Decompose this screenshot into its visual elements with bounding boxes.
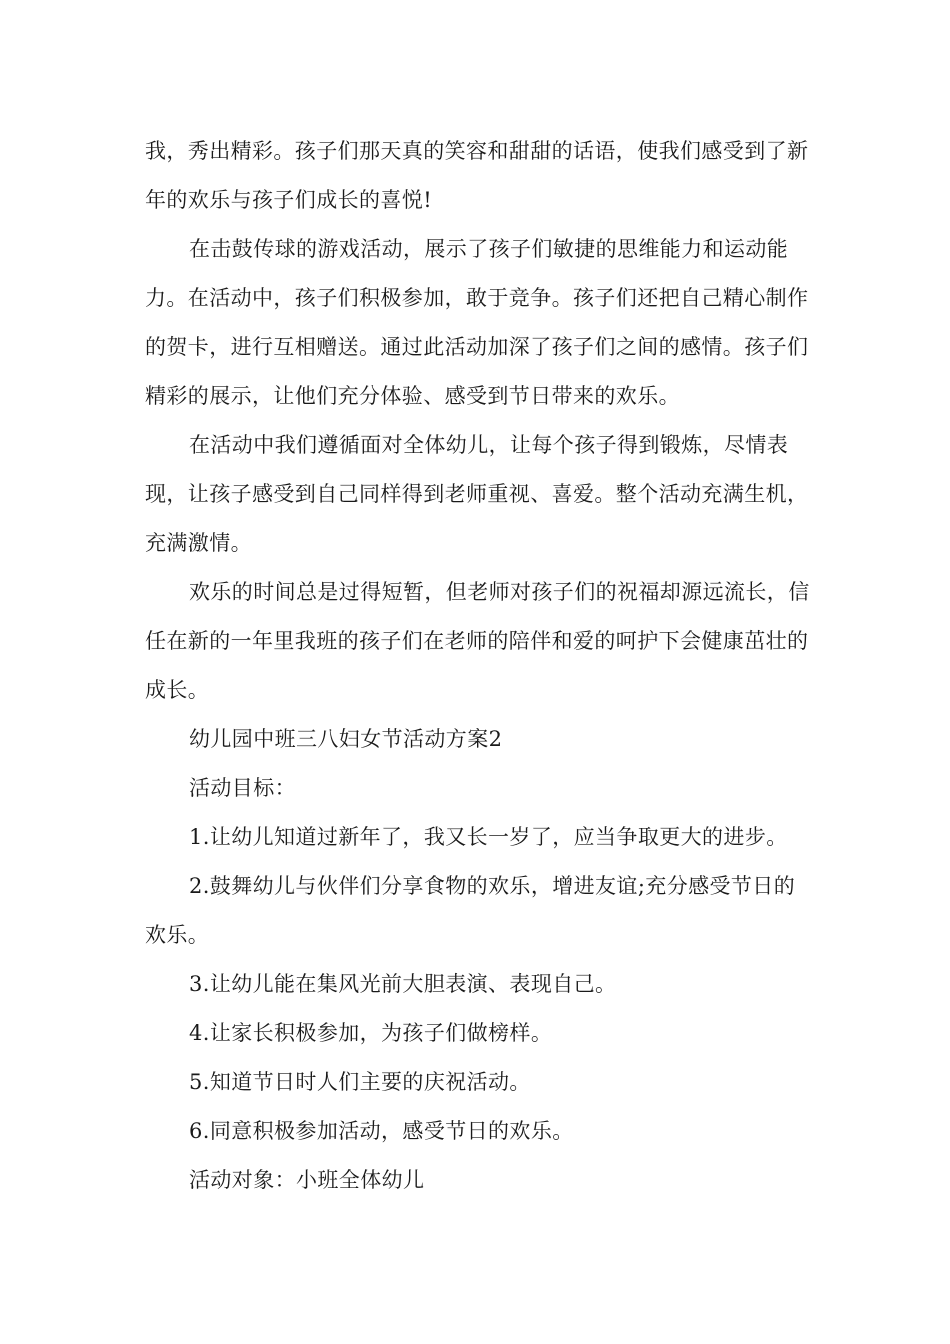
paragraph-continuation: 我，秀出精彩。孩子们那天真的笑容和甜甜的话语，使我们感受到了新年的欢乐与孩子们成长的喜悦!: [145, 139, 809, 212]
target-audience: 活动对象：小班全体幼儿: [189, 1168, 425, 1192]
paragraph-drum-game: 在击鼓传球的游戏活动，展示了孩子们敏捷的思维能力和运动能力。在活动中，孩子们积极参加，敢于竞争。孩子们还把自己精心制作的贺卡，进行互相赠送。通过此活动加深了孩子们之间的感情。孩子们精彩的展示，让他们充分体验、感受到节日带来的欢乐。: [145, 237, 809, 408]
goal-item-6: 6.同意积极参加活动，感受节日的欢乐。: [189, 1119, 574, 1143]
paragraph-blessing: 欢乐的时间总是过得短暂，但老师对孩子们的祝福却源远流长，信任在新的一年里我班的孩子们在老师的陪伴和爱的呵护下会健康茁壮的成长。: [145, 580, 810, 702]
goal-item-1: 1.让幼儿知道过新年了，我又长一岁了，应当争取更大的进步。: [189, 825, 788, 849]
section-heading: 幼儿园中班三八妇女节活动方案2: [189, 727, 503, 751]
goal-item-5: 5.知道节日时人们主要的庆祝活动。: [189, 1070, 531, 1094]
goal-item-4: 4.让家长积极参加，为孩子们做榜样。: [189, 1021, 553, 1045]
goal-item-3: 3.让幼儿能在集风光前大胆表演、表现自己。: [189, 972, 617, 996]
document-body: [145, 127, 810, 1205]
goals-label: 活动目标：: [189, 776, 296, 800]
goal-item-2: 2.鼓舞幼儿与伙伴们分享食物的欢乐，增进友谊;充分感受节日的欢乐。: [145, 874, 796, 947]
paragraph-all-children: 在活动中我们遵循面对全体幼儿，让每个孩子得到锻炼，尽情表现，让孩子感受到自己同样得到老师重视、喜爱。整个活动充满生机，充满激情。: [145, 433, 809, 555]
